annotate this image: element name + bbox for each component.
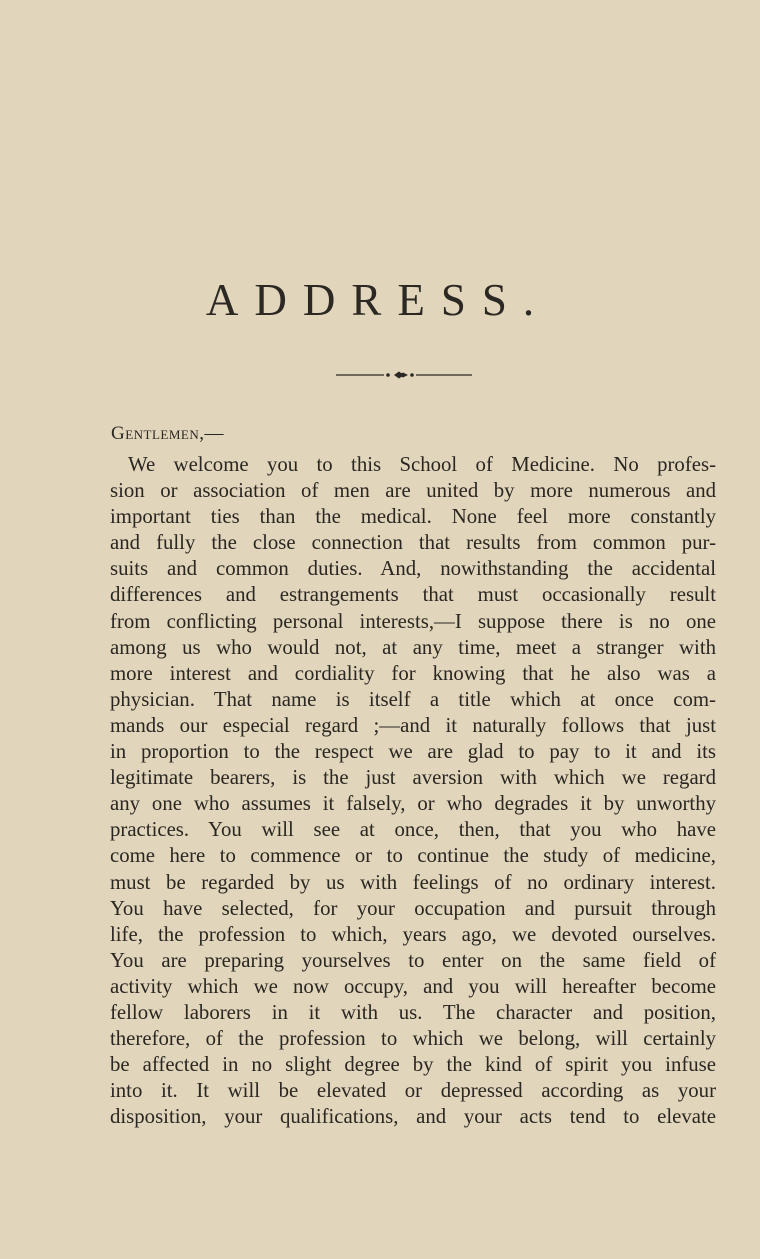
text-line: from conflicting personal interests,—I suppose there is no one [110, 609, 716, 633]
text-line: more interest and cordiality for knowing that he also was a [110, 661, 716, 685]
address-heading: ADDRESS. [205, 275, 551, 325]
text-line: suits and common duties. And, nowithstanding the accidental [110, 557, 716, 581]
text-line: into it. It will be elevated or depressed according as your [110, 1079, 716, 1103]
salutation: Gentlemen,— [111, 423, 225, 444]
text-line: therefore, of the profession to which we belong, will certainly [110, 1027, 716, 1051]
text-line: physician. That name is itself a title which at once com- [110, 687, 716, 711]
text-line: activity which we now occupy, and you will hereafter become [110, 974, 716, 998]
text-line: fellow laborers in it with us. The character and position, [110, 1000, 716, 1024]
ornamental-divider [336, 368, 472, 382]
text-line: You have selected, for your occupation and pursuit through [110, 896, 716, 920]
text-line: sion or association of men are united by more numerous and [110, 479, 716, 503]
address-body [110, 452, 716, 1130]
text-line: differences and estrangements that must occasionally result [110, 583, 716, 607]
text-line: disposition, your qualifications, and your acts tend to elevate [110, 1105, 716, 1129]
text-line: and fully the close connection that results from common pur- [110, 531, 716, 555]
text-line: important ties than the medical. None feel more constantly [110, 505, 716, 529]
text-line: practices. You will see at once, then, that you who have [110, 818, 716, 842]
text-line: You are preparing yourselves to enter on the same field of [110, 948, 716, 972]
text-line: come here to commence or to continue the study of medicine, [110, 844, 716, 868]
text-line: legitimate bearers, is the just aversion with which we regard [110, 766, 716, 790]
text-line: We welcome you to this School of Medicine. No profes- [128, 453, 716, 476]
text-line: among us who would not, at any time, meet a stranger with [110, 635, 716, 659]
text-line: must be regarded by us with feelings of no ordinary interest. [110, 870, 716, 894]
text-line: mands our especial regard ;—and it naturally follows that just [110, 713, 716, 737]
text-line: life, the profession to which, years ago, we devoted ourselves. [110, 922, 716, 946]
text-line: in proportion to the respect we are glad to pay to it and its [110, 740, 716, 764]
text-line: any one who assumes it falsely, or who degrades it by unworthy [110, 792, 716, 816]
text-line: be affected in no slight degree by the kind of spirit you infuse [110, 1053, 716, 1077]
